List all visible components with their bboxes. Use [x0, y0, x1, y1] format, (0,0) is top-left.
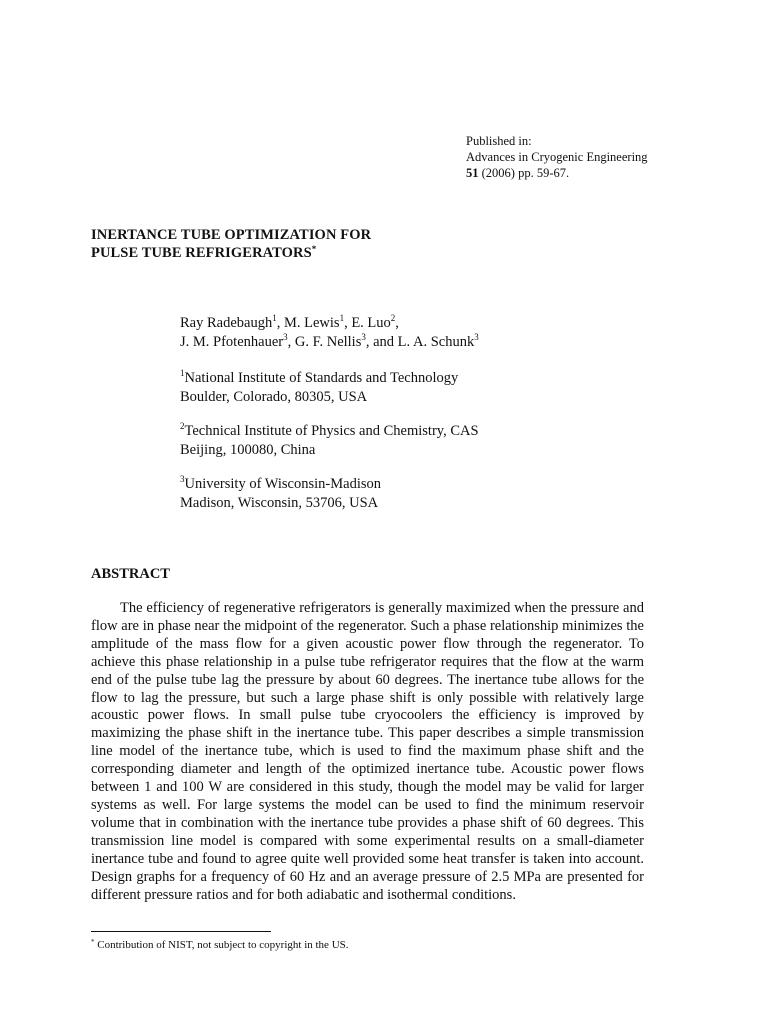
affiliation-2: [180, 422, 479, 459]
affiliation-sup: 1: [180, 368, 185, 378]
affiliation-address: Beijing, 100080, China: [180, 441, 316, 458]
author-separator: ,: [365, 333, 374, 350]
publication-info: [466, 133, 648, 181]
affiliation-institution: Technical Institute of Physics and Chemistry, CAS: [184, 423, 479, 439]
author-name: J. M. Pfotenhauer: [180, 333, 284, 350]
title-line-2: [91, 244, 371, 262]
author-line-2: [180, 333, 479, 352]
citation-rest: (2006) pp. 59-67.: [478, 166, 570, 180]
footnote-marker: *: [91, 938, 95, 946]
footnote: [91, 938, 349, 952]
author-affiliation-sup: 1: [339, 313, 345, 323]
author-affiliation-sup: 1: [272, 313, 277, 323]
affiliation-institution: National Institute of Standards and Technology: [184, 370, 459, 386]
author-name: and L. A. Schunk: [373, 333, 475, 350]
affiliation-sup: 2: [180, 421, 185, 431]
affiliation-address: Madison, Wisconsin, 53706, USA: [180, 494, 379, 511]
abstract-body: The efficiency of regenerative refrigerators is generally maximized when the pressure and flow are in phase near the midpoint of the regenerator. Such a phase relationship minimizes the amplitude of the mass flow for a given acoustic power flow through the regenerator. To achieve this phase relationship in a pulse tube refrigerator requires that the flow at the warm end of the pulse tube lag the pressure by about 60 degrees. The inertance tube allows for the flow to lag the pressure, but such a large phase shift is only possible with relatively large acoustic power flows. In small pulse tube cryocoolers the efficiency is improved by maximizing the phase shift in the inertance tube. This paper describes a simple transmission line model of the inertance tube, which is used to find the maximum phase shift and the corresponding diameter and length of the optimized inertance tube. Acoustic power flows between 1 and 100 W are considered in this study, though the model may be valid for larger systems as well. For large systems the model can be used to find the minimum reservoir volume that in combination with the inertance tube provides a phase shift of 60 degrees. This transmission line model is compared with some experimental results on a small-diameter inertance tube and found to agree quite well provided some heat transfer is taken into account. Design graphs for a frequency of 60 Hz and an average pressure of 2.5 MPa are presented for different pressure ratios and for both adiabatic and isothermal conditions.: [91, 600, 644, 903]
author-separator: ,: [344, 315, 352, 331]
author-separator: ,: [276, 315, 284, 331]
author-separator: ,: [395, 315, 399, 331]
title-line-1: INERTANCE TUBE OPTIMIZATION FOR: [91, 227, 372, 243]
affiliation-name: [180, 422, 479, 441]
author-affiliation-sup: 3: [474, 331, 479, 342]
affiliation-1: [180, 369, 458, 406]
author-affiliation-sup: 3: [283, 331, 288, 342]
affiliation-name: [180, 369, 458, 388]
publication-citation: [466, 165, 648, 181]
volume-number: 51: [466, 166, 479, 180]
affiliation-3: [180, 475, 381, 512]
affiliation-institution: University of Wisconsin-Madison: [184, 476, 381, 492]
author-name: M. Lewis: [283, 315, 340, 331]
author-list: [180, 314, 479, 351]
author-affiliation-sup: 3: [361, 331, 366, 342]
publication-label: Published in:: [466, 134, 532, 148]
footnote-text: Contribution of NIST, not subject to copyright in the US.: [94, 939, 349, 951]
author-line-1: [180, 314, 479, 333]
title-footnote-marker: *: [311, 244, 317, 254]
affiliation-name: [180, 475, 381, 494]
affiliation-address: Boulder, Colorado, 80305, USA: [180, 388, 368, 405]
journal-name: Advances in Cryogenic Engineering: [466, 150, 648, 164]
author-name: E. Luo: [351, 315, 391, 331]
abstract-heading: ABSTRACT: [91, 566, 170, 582]
author-affiliation-sup: 2: [390, 313, 396, 323]
author-name: Ray Radebaugh: [180, 315, 273, 331]
title-line-2-text: PULSE TUBE REFRIGERATORS: [91, 245, 312, 261]
author-name: G. F. Nellis: [294, 333, 362, 350]
affiliation-sup: 3: [180, 474, 185, 484]
paper-title: [91, 226, 371, 262]
author-separator: ,: [287, 333, 295, 350]
footnote-divider: [91, 931, 271, 932]
